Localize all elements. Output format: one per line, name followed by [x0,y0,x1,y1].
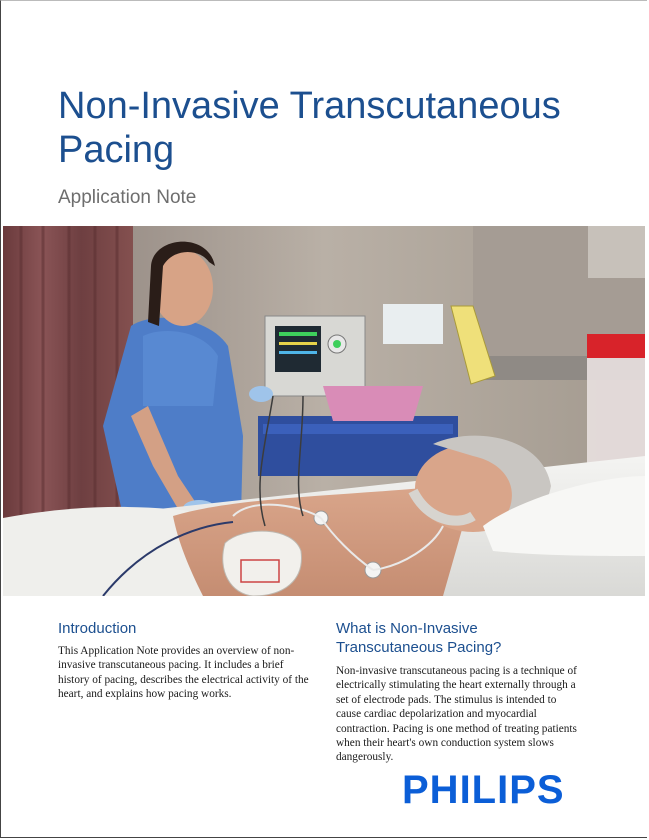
photo-clinician-pacing-patient-icon [3,226,645,596]
introduction-body: This Application Note provides an overview of non-invasive transcutaneous pacing. It includes a brief history of pacing, describes the electrical activity of the heart, and explains how pacing works. [58,645,309,701]
philips-logo: PHILIPS [402,768,565,812]
what-is-heading-line2: Transcutaneous Pacing? [336,639,502,656]
what-is-heading [336,619,616,657]
introduction-heading: Introduction [58,620,137,637]
page-subtitle: Application Note [58,187,197,208]
hero-photo [3,226,645,596]
what-is-heading-line1: What is Non-Invasive [336,620,478,637]
what-is-body: Non-invasive transcutaneous pacing is a technique of electrically stimulating the heart externally through a set of electrode pads. The stimulus is intended to cause cardiac depolarization and myocardial contraction. Pacing is one method of treating patients when their heart's own conduction system slows dangerously. [336,665,577,764]
page-title: Non-Invasive Transcutaneous Pacing [58,85,561,171]
